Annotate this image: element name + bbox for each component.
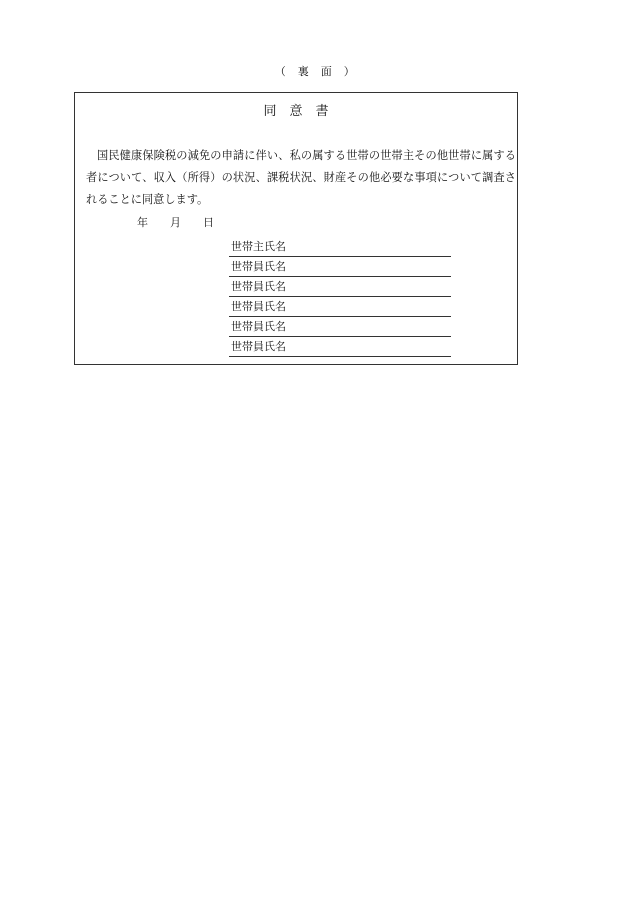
household-member-name-line: 世帯員氏名	[229, 337, 451, 357]
consent-title: 同 意 書	[263, 104, 329, 119]
household-member-name-line: 世帯員氏名	[229, 317, 451, 337]
date-line: 年 月 日	[137, 216, 214, 229]
household-member-name-line: 世帯員氏名	[229, 257, 451, 277]
consent-statement: 国民健康保険税の減免の申請に伴い、私の属する世帯の世帯主その他世帯に属する者について、収入（所得）の状況、課税状況、財産その他必要な事項について調査されることに同意します。	[86, 149, 516, 206]
consent-form-box	[74, 92, 518, 365]
signature-lines	[229, 237, 451, 357]
page-side-label: （ 裏 面 ）	[274, 65, 356, 78]
head-of-household-name-line: 世帯主氏名	[229, 237, 451, 257]
household-member-name-line: 世帯員氏名	[229, 277, 451, 297]
household-member-name-line: 世帯員氏名	[229, 297, 451, 317]
